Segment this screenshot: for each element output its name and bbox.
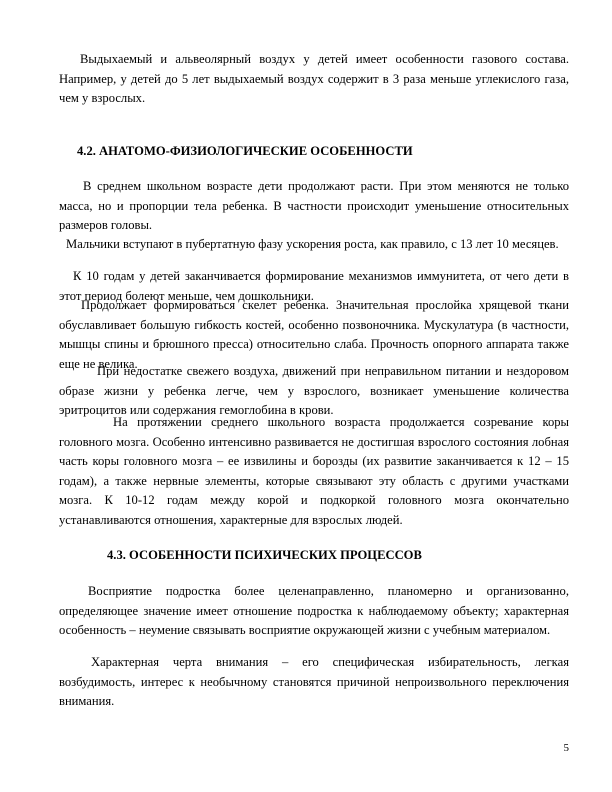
- paragraph-perception: Восприятие подростка более целенаправленно, планомерно и организованно, определяющее значение имеет отношение подростка к наблюдаемому объекту; характерная особенность – неумение связывать восприятие окружающей жизни с учебным материалом.: [59, 584, 569, 637]
- paragraph-puberty: Мальчики вступают в пубертатную фазу ускорения роста, как правило, с 13 лет 10 месяцев.: [66, 237, 559, 251]
- paragraph-brain: На протяжении среднего школьного возраста продолжается созревание коры головного мозга. Особенно интенсивно развивается не достигшая взрослого состояния лобная часть коры головного мозга – ее извилины и борозды (их развитие заканчивается к 12 – 15 годам), а также нервные элементы, которые связывают эту область с другими участками мозга. К 10-12 годам между корой и подкоркой головного мозга окончательно устанавливаются отношения, характерные для взрослых людей.: [59, 415, 569, 527]
- paragraph-growth: В среднем школьном возрасте дети продолжают расти. При этом меняются не только масса, но и пропорции тела ребенка. В частности происходит уменьшение относительных размеров головы.: [59, 179, 569, 232]
- page-number: 5: [563, 742, 569, 754]
- section-heading-anatomy: 4.2. АНАТОМО-ФИЗИОЛОГИЧЕСКИЕ ОСОБЕННОСТИ: [77, 144, 413, 158]
- paragraph-blood: При недостатке свежего воздуха, движений при неправильном питании и нездоровом образе жизни у ребенка легче, чем у взрослого, возникает уменьшение количества эритроцитов или содержания гемоглобина в крови.: [59, 364, 569, 417]
- section-heading-psychology: 4.3. ОСОБЕННОСТИ ПСИХИЧЕСКИХ ПРОЦЕССОВ: [107, 548, 422, 562]
- paragraph-attention: Характерная черта внимания – его специфическая избирательность, легкая возбудимость, интерес к необычному становятся причиной непроизвольного переключения внимания.: [59, 655, 569, 708]
- paragraph-skeleton: Продолжает формироваться скелет ребенка. Значительная прослойка хрящевой ткани обуславливает большую гибкость костей, особенно позвоночника. Мускулатура (в частности, мышцы спины и брюшного пресса) относительно слаба. Прочность опорного аппарата также еще не велика.: [59, 298, 569, 371]
- paragraph-exhaled-air: Выдыхаемый и альвеолярный воздух у детей имеет особенности газового состава. Например, у детей до 5 лет выдыхаемый воздух содержит в 3 раза меньше углекислого газа, чем у взрослых.: [59, 52, 569, 105]
- paragraph-immunity: К 10 годам у детей заканчивается формирование механизмов иммунитета, от чего дети в этот период болеют меньше, чем дошкольники.: [59, 269, 569, 303]
